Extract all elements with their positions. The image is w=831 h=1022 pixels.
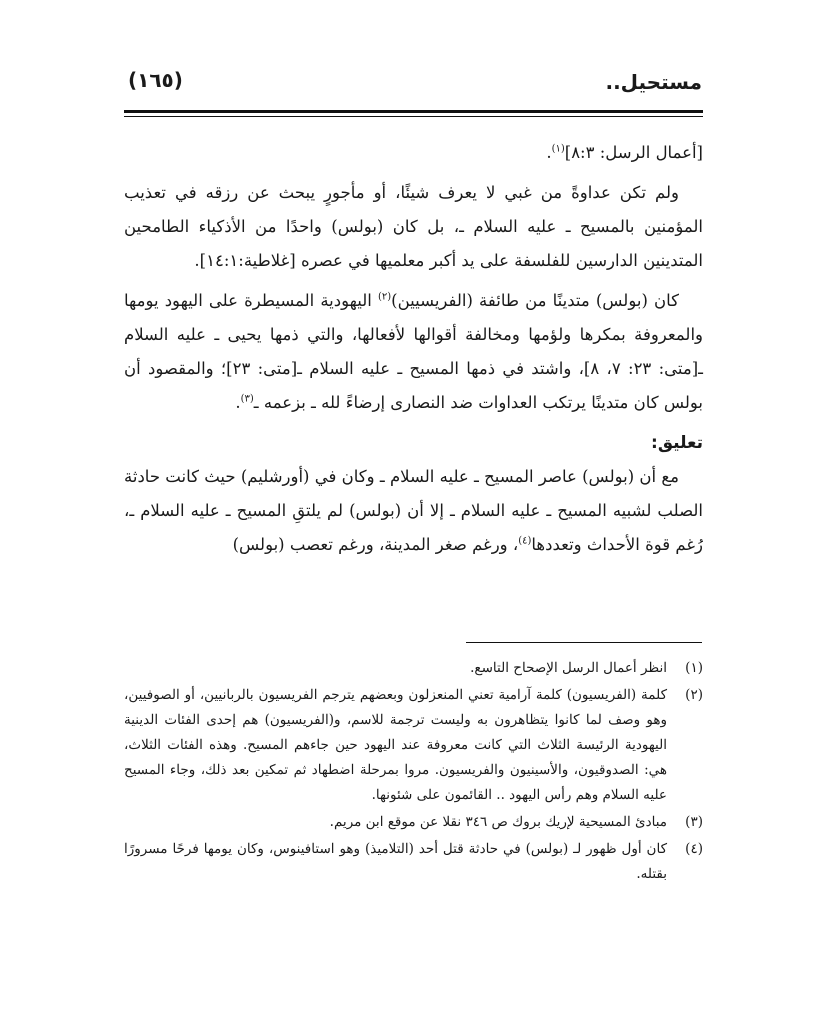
footnotes — [124, 656, 703, 889]
footnote-ref-4: (٤) — [518, 535, 532, 547]
footnote-3 — [124, 810, 703, 835]
footnote-ref-3: (٣) — [240, 393, 254, 405]
paragraph-2 — [124, 284, 703, 420]
paragraph-2-end: . — [235, 393, 241, 412]
citation-text: [أعمال الرسل: ٨:٣] — [564, 143, 703, 162]
paragraph-3 — [124, 460, 703, 562]
main-text — [124, 136, 703, 568]
footnote-number: (٢) — [685, 687, 703, 703]
chapter-title: مستحيل.. — [605, 70, 702, 94]
footnote-text: كلمة (الفريسيون) كلمة آرامية تعني المنعزلون وبعضهم يترجم الفريسيون بالربانيين، أو الصوفيين، وهو وصف لما كانوا يتظاهرون به وليست ترجمة للاسم، و(الفريسيون) هم إحدى الفئات الدينية اليهودية الرئيسة الثلاث التي كانت معروفة عند اليهود حين جاءهم المسيح. وهذه الفئات الثلاث، هي: الصدوقيون، والأسينيون والفريسيون. مروا بمرحلة اضطهاد ثم تمكين بعد ذلك، وجاء المسيح عليه السلام وهم رأس اليهود .. القائمون على شئونها. — [124, 687, 667, 803]
paragraph-2-part-a: كان (بولس) متدينًا من طائفة (الفريسيين) — [391, 291, 679, 310]
paragraph-3-part-b: ، ورغم صغر المدينة، ورغم تعصب (بولس) — [232, 535, 519, 554]
paragraph-2-part-b: اليهودية المسيطرة على اليهود يومها والمعروفة بمكرها ولؤمها ومخالفة أقوالها لأفعالها، والتي ذمها يحيى ـ عليه السلام ـ[متى: ٢٣: ٧، ٨]، واشتد في ذمها المسيح ـ عليه السلام ـ[متى: ٢٣]؛ والمقصود أن بولس كان متدينًا يرتكب العداوات ضد النصارى إرضاءً لله ـ بزعمه ـ — [124, 291, 703, 412]
footnote-ref-2: (٢) — [377, 291, 392, 303]
header-rule-thick — [124, 110, 703, 113]
footnote-number: (١) — [685, 660, 703, 676]
footnote-2 — [124, 683, 703, 808]
footnote-4 — [124, 837, 703, 887]
footnote-number: (٤) — [685, 841, 703, 857]
footnote-number: (٣) — [685, 814, 703, 830]
footnote-text: كان أول ظهور لـ (بولس) في حادثة قتل أحد (التلاميذ) وهو استافينوس، وكان يومها فرحًا مسرورًا بقتله. — [124, 841, 667, 882]
page-header — [126, 66, 702, 106]
footnote-ref-1: (١) — [551, 143, 565, 155]
section-heading: تعليق: — [651, 433, 703, 453]
footnote-separator — [466, 642, 702, 643]
citation-end: . — [546, 143, 552, 162]
paragraph-1: ولم تكن عداوةً من غبي لا يعرف شيئًا، أو مأجورٍ يبحث عن رزقه في تعذيب المؤمنين بالمسيح ـ عليه السلام ـ، بل كان (بولس) واحدًا من الأذكياء الطامحين المتدينين الدارسين للفلسفة على يد أكبر معلميها في عصره [غلاطية:١٤:١]. — [124, 183, 703, 270]
footnote-text: مبادئ المسيحية لإريك بروك ص ٣٤٦ نقلا عن موقع ابن مريم. — [329, 814, 667, 830]
footnote-text: انظر أعمال الرسل الإصحاح التاسع. — [470, 660, 667, 676]
page-number: (١٦٥) — [128, 68, 183, 92]
footnote-1 — [124, 656, 703, 681]
paragraph-3-part-a: مع أن (بولس) عاصر المسيح ـ عليه السلام ـ وكان في (أورشليم) حيث كانت حادثة الصلب لشبيه المسيح ـ عليه السلام ـ إلا أن (بولس) لم يلتقِ المسيح ـ عليه السلام ـ، رُغم قوة الأحداث وتعددها — [124, 467, 703, 554]
citation-paragraph — [124, 136, 703, 170]
header-rule-thin — [124, 116, 703, 117]
